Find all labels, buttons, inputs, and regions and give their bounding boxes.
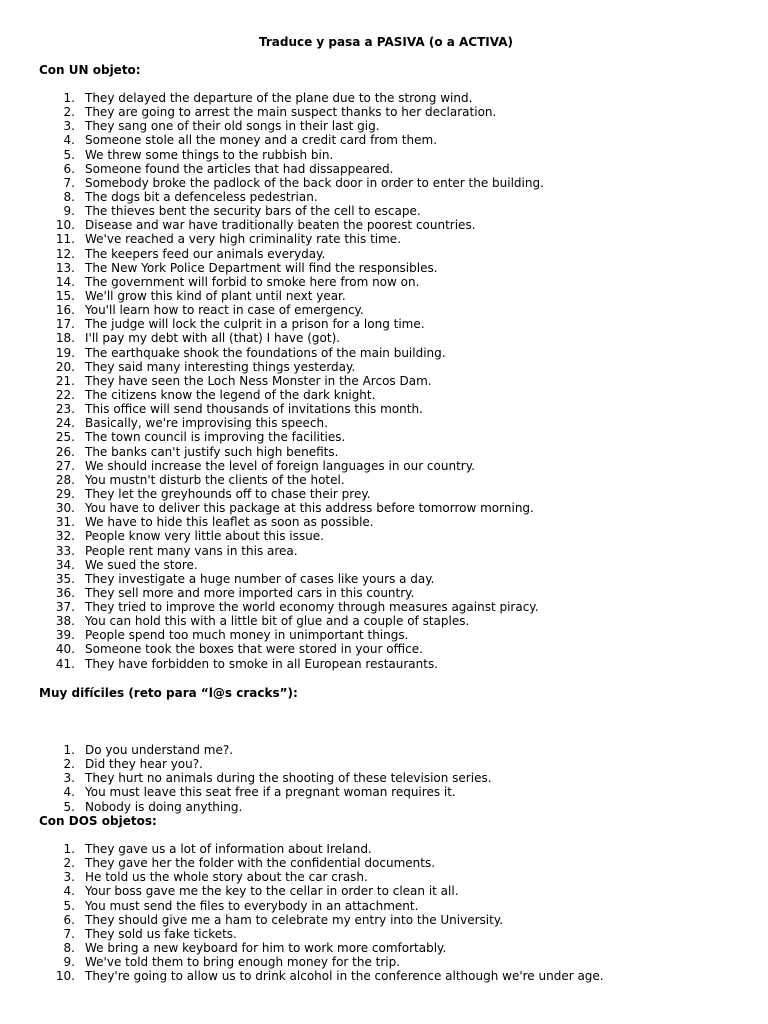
- list-item-text: We threw some things to the rubbish bin.: [85, 147, 334, 162]
- list-item-text: Someone stole all the money and a credit card from them.: [85, 133, 438, 148]
- list-item-text: The dogs bit a defenceless pedestrian.: [85, 189, 318, 204]
- list-item-text: They gave us a lot of information about Ireland.: [85, 842, 372, 856]
- list-item-number: 4.: [63, 133, 75, 148]
- list-item-number: 10.: [55, 969, 75, 984]
- list-item-number: 38.: [55, 614, 75, 629]
- list-item-number: 1.: [63, 842, 75, 856]
- list-item-number: 31.: [55, 515, 75, 530]
- list-item-text: I'll pay my debt with all (that) I have (got).: [85, 331, 341, 346]
- list-item-number: 15.: [55, 288, 75, 303]
- list-item-text: They gave her the folder with the confidential documents.: [85, 856, 436, 871]
- list-item-number: 18.: [55, 331, 75, 346]
- list-item-number: 30.: [55, 501, 75, 516]
- list-item-text: They tried to improve the world economy through measures against piracy.: [85, 600, 539, 615]
- list-item-text: The thieves bent the security bars of the cell to escape.: [85, 204, 421, 219]
- page-title: Traduce y pasa a PASIVA (o a ACTIVA): [258, 35, 514, 49]
- list-item-number: 19.: [55, 345, 75, 360]
- list-item-text: We bring a new keyboard for him to work more comfortably.: [85, 940, 447, 955]
- list-item-number: 3.: [63, 119, 75, 134]
- list-item-text: Somebody broke the padlock of the back door in order to enter the building.: [85, 175, 544, 190]
- list-item-number: 7.: [63, 926, 75, 941]
- list-item-text: He told us the whole story about the car crash.: [85, 870, 368, 885]
- list-item-number: 41.: [55, 656, 75, 671]
- list-item-number: 13.: [55, 260, 75, 275]
- section-heading-difficult: Muy difíciles (reto para “l@s cracks”):: [39, 686, 298, 700]
- list-item-number: 8.: [63, 189, 75, 204]
- list-item-number: 1.: [63, 743, 75, 757]
- list-item-text: People spend too much money in unimportant things.: [85, 628, 409, 643]
- list-item-text: People know very little about this issue.: [85, 529, 324, 544]
- list-item-text: Someone took the boxes that were stored in your office.: [85, 642, 423, 657]
- list-item-number: 4.: [63, 785, 75, 800]
- list-item-number: 12.: [55, 246, 75, 261]
- list-item-number: 33.: [55, 543, 75, 558]
- list-item-text: We'll grow this kind of plant until next year.: [85, 288, 346, 303]
- list-item-number: 34.: [55, 557, 75, 572]
- list-item-text: We've told them to bring enough money for the trip.: [85, 955, 401, 970]
- list-item-text: Basically, we're improvising this speech.: [85, 416, 328, 431]
- list-item-number: 16.: [55, 303, 75, 318]
- list-item-number: 26.: [55, 444, 75, 459]
- list-item-text: The citizens know the legend of the dark knight.: [85, 387, 376, 402]
- list-item-text: Someone found the articles that had dissappeared.: [85, 161, 394, 176]
- list-item-text: They sold us fake tickets.: [85, 926, 237, 941]
- list-item-text: They are going to arrest the main suspect thanks to her declaration.: [85, 105, 497, 120]
- list-item-number: 2.: [63, 856, 75, 871]
- list-item-number: 1.: [63, 91, 75, 105]
- list-item-text: Your boss gave me the key to the cellar in order to clean it all.: [85, 884, 459, 899]
- list-item-number: 8.: [63, 940, 75, 955]
- list-item-text: They sell more and more imported cars in this country.: [85, 585, 415, 600]
- list-item-text: They have seen the Loch Ness Monster in the Arcos Dam.: [85, 373, 432, 388]
- list-item-number: 23.: [55, 402, 75, 417]
- list-item-number: 4.: [63, 884, 75, 899]
- list-item-text: Did they hear you?.: [85, 757, 203, 772]
- list-item-number: 2.: [63, 757, 75, 772]
- list-item-text: They should give me a ham to celebrate my entry into the University.: [85, 912, 504, 927]
- list-item-number: 9.: [63, 955, 75, 970]
- list-item-text: The banks can't justify such high benefits.: [85, 444, 339, 459]
- list-item-text: We should increase the level of foreign languages in our country.: [85, 458, 475, 473]
- list-item-text: The New York Police Department will find the responsibles.: [85, 260, 438, 275]
- list-item-number: 21.: [55, 373, 75, 388]
- list-item-text: People rent many vans in this area.: [85, 543, 298, 558]
- list-item-text: You have to deliver this package at this address before tomorrow morning.: [85, 501, 534, 516]
- section-heading-one-object: Con UN objeto:: [39, 63, 141, 77]
- list-item-text: The judge will lock the culprit in a prison for a long time.: [85, 317, 425, 332]
- list-item-text: We've reached a very high criminality rate this time.: [85, 232, 402, 247]
- list-item-text: You'll learn how to react in case of emergency.: [85, 303, 364, 318]
- list-item-text: Do you understand me?.: [85, 743, 234, 757]
- list-item-text: You must send the files to everybody in an attachment.: [85, 898, 419, 913]
- list-item-text: You can hold this with a little bit of glue and a couple of staples.: [85, 614, 470, 629]
- list-item-number: 35.: [55, 571, 75, 586]
- list-item-text: The earthquake shook the foundations of the main building.: [85, 345, 446, 360]
- list-item-number: 7.: [63, 175, 75, 190]
- list-item-number: 9.: [63, 204, 75, 219]
- list-item-text: The town council is improving the facilities.: [85, 430, 346, 445]
- list-item-text: They sang one of their old songs in their last gig.: [85, 119, 380, 134]
- list-item-text: You must leave this seat free if a pregnant woman requires it.: [85, 785, 456, 800]
- list-item-text: They said many interesting things yesterday.: [85, 359, 356, 374]
- list-item-number: 20.: [55, 359, 75, 374]
- list-item-number: 2.: [63, 105, 75, 120]
- list-item-number: 24.: [55, 416, 75, 431]
- list-item-text: Disease and war have traditionally beaten the poorest countries.: [85, 218, 476, 233]
- list-item-text: We sued the store.: [85, 557, 198, 572]
- list-item-text: We have to hide this leaflet as soon as possible.: [85, 515, 374, 530]
- list-item-number: 32.: [55, 529, 75, 544]
- list-item-number: 25.: [55, 430, 75, 445]
- list-item-text: The keepers feed our animals everyday.: [85, 246, 326, 261]
- list-item-text: They hurt no animals during the shooting of these television series.: [85, 771, 492, 786]
- list-item-number: 29.: [55, 486, 75, 501]
- list-item-number: 3.: [63, 771, 75, 786]
- list-item-text: Nobody is doing anything.: [85, 799, 243, 814]
- list-item-number: 3.: [63, 870, 75, 885]
- list-item-number: 5.: [63, 799, 75, 814]
- list-item-text: The government will forbid to smoke here from now on.: [85, 274, 420, 289]
- list-item-text: You mustn't disturb the clients of the hotel.: [85, 472, 345, 487]
- list-item-number: 5.: [63, 898, 75, 913]
- list-item-number: 28.: [55, 472, 75, 487]
- list-item-number: 17.: [55, 317, 75, 332]
- list-item-number: 40.: [55, 642, 75, 657]
- list-item-text: They investigate a huge number of cases like yours a day.: [85, 571, 435, 586]
- list-item-number: 10.: [55, 218, 75, 233]
- list-item-number: 22.: [55, 387, 75, 402]
- list-item-text: This office will send thousands of invitations this month.: [85, 402, 423, 417]
- list-item-number: 37.: [55, 600, 75, 615]
- list-item-text: They're going to allow us to drink alcohol in the conference although we're under age.: [85, 969, 604, 984]
- list-item-number: 14.: [55, 274, 75, 289]
- section-heading-two-objects: Con DOS objetos:: [39, 814, 157, 828]
- list-item-text: They let the greyhounds off to chase their prey.: [85, 486, 371, 501]
- list-item-text: They have forbidden to smoke in all European restaurants.: [85, 656, 439, 671]
- list-item-text: They delayed the departure of the plane due to the strong wind.: [85, 91, 473, 105]
- list-item-number: 6.: [63, 161, 75, 176]
- list-item-number: 27.: [55, 458, 75, 473]
- list-item-number: 5.: [63, 147, 75, 162]
- list-item-number: 39.: [55, 628, 75, 643]
- list-item-number: 36.: [55, 585, 75, 600]
- list-item-number: 6.: [63, 912, 75, 927]
- list-item-number: 11.: [55, 232, 75, 247]
